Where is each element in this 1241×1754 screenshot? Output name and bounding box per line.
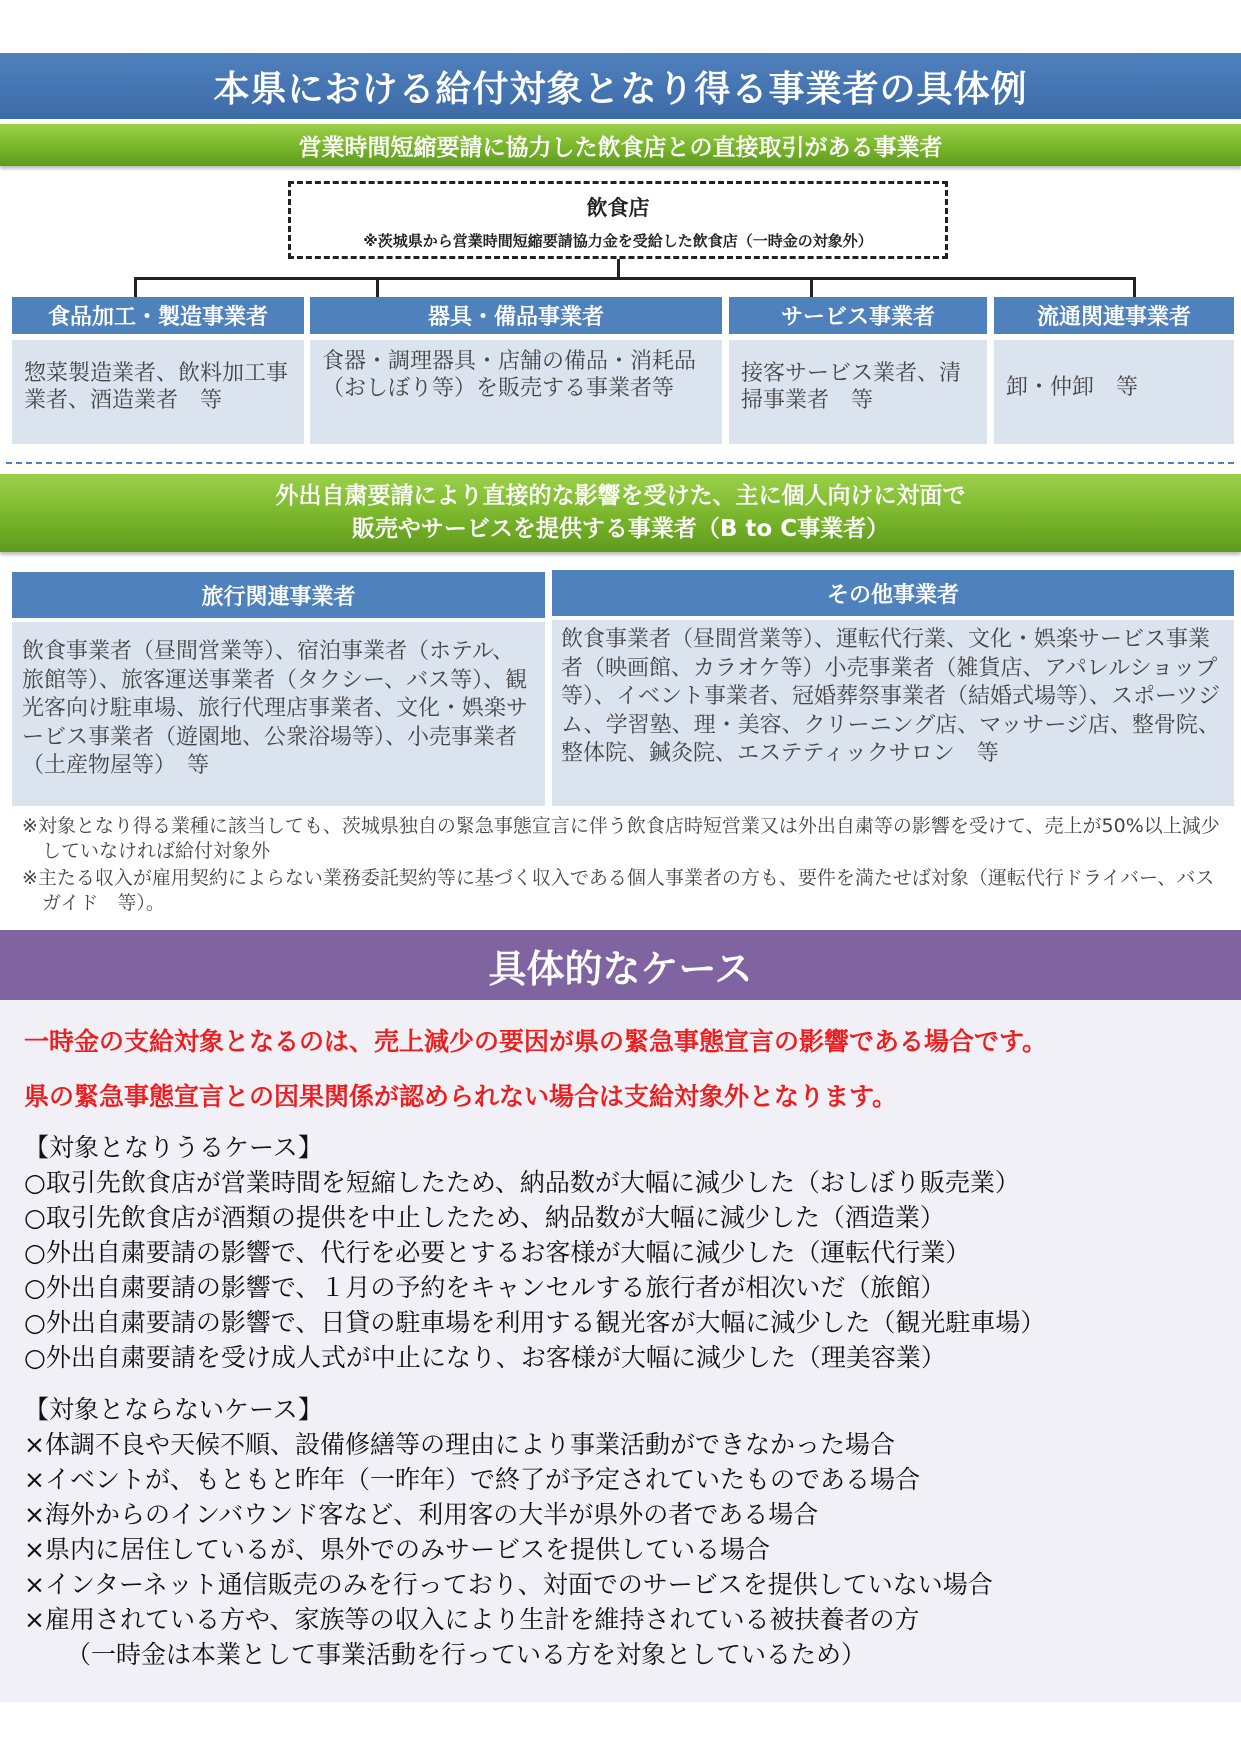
list-item: ×海外からのインバウンド客など、利用客の大半が県外の者である場合 bbox=[24, 1500, 819, 1529]
tree-leg-4 bbox=[1133, 277, 1136, 297]
note-2-text: ※主たる収入が雇用契約によらない業務委託契約等に基づく収入である個人事業者の方も、要件を満たせば対象（運転代行ドライバー、バスガイド 等）。 bbox=[22, 867, 1215, 914]
section2-banner bbox=[0, 474, 1241, 552]
section2-banner-line1: 外出自粛要請により直接的な影響を受けた、主に個人向けに対面で bbox=[275, 483, 966, 509]
category-body-food: 惣菜製造業者、飲料加工事業者、酒造業者 等 bbox=[12, 340, 304, 444]
cases-red-line-2: 県の緊急事態宣言との因果関係が認められない場合は支給対象外となります。 bbox=[24, 1082, 898, 1111]
category-body-service: 接客サービス業者、清掃事業者 等 bbox=[729, 340, 987, 444]
note-1-text: ※対象となり得る業種に該当しても、茨城県独自の緊急事態宣言に伴う飲食店時短営業又は外出自粛等の影響を受けて、売上が50%以上減少していなければ給付対象外 bbox=[22, 815, 1220, 862]
list-item: ○取引先飲食店が営業時間を短縮したため、納品数が大幅に減少した（おしぼり販売業） bbox=[24, 1168, 1020, 1197]
list-item: ×イベントが、もともと昨年（一昨年）で終了が予定されていたものである場合 bbox=[24, 1465, 920, 1494]
category-head-other: その他事業者 bbox=[552, 570, 1234, 616]
tree-leg-3 bbox=[810, 277, 813, 297]
ineligible-list bbox=[24, 1427, 1239, 1672]
list-item: ○外出自粛要請の影響で、１月の予約をキャンセルする旅行者が相次いだ（旅館） bbox=[24, 1273, 946, 1302]
tree-trunk bbox=[617, 259, 620, 279]
restaurant-label: 飲食店 bbox=[586, 196, 650, 220]
eligible-title: 【対象となりうるケース】 bbox=[24, 1133, 323, 1162]
eligible-list bbox=[24, 1165, 1239, 1375]
note-2 bbox=[22, 866, 1232, 916]
list-item: ×県内に居住しているが、県外でのみサービスを提供している場合 bbox=[24, 1535, 770, 1564]
list-item: ○外出自粛要請の影響で、代行を必要とするお客様が大幅に減少した（運転代行業） bbox=[24, 1238, 971, 1267]
list-item: ×体調不良や天候不順、設備修繕等の理由により事業活動ができなかった場合 bbox=[24, 1430, 895, 1459]
category-head-food: 食品加工・製造事業者 bbox=[12, 297, 304, 334]
category-body-distribution: 卸・仲卸 等 bbox=[994, 340, 1234, 444]
section-divider bbox=[6, 462, 1234, 464]
section1-banner: 営業時間短縮要請に協力した飲食店との直接取引がある事業者 bbox=[0, 124, 1241, 166]
category-body-equipment: 食器・調理器具・店舗の備品・消耗品（おしぼり等）を販売する事業者等 bbox=[310, 340, 722, 444]
cases-title: 具体的なケース bbox=[0, 930, 1241, 1000]
ineligible-title: 【対象とならないケース】 bbox=[24, 1395, 323, 1424]
list-item: ○外出自粛要請の影響で、日貸の駐車場を利用する観光客が大幅に減少した（観光駐車場） bbox=[24, 1308, 1046, 1337]
note-1 bbox=[22, 814, 1232, 864]
list-item: ×インターネット通信販売のみを行っており、対面でのサービスを提供していない場合 bbox=[24, 1570, 993, 1599]
category-head-distribution: 流通関連事業者 bbox=[994, 297, 1234, 334]
list-item: ○取引先飲食店が酒類の提供を中止したため、納品数が大幅に減少した（酒造業） bbox=[24, 1203, 945, 1232]
list-item: ×雇用されている方や、家族等の収入により生計を維持されている被扶養者の方 bbox=[24, 1605, 920, 1634]
category-head-travel: 旅行関連事業者 bbox=[12, 572, 545, 618]
cases-red-line-1: 一時金の支給対象となるのは、売上減少の要因が県の緊急事態宣言の影響である場合です。 bbox=[24, 1027, 1048, 1056]
restaurant-box bbox=[288, 181, 948, 259]
tree-leg-1 bbox=[134, 277, 137, 297]
restaurant-note: ※茨城県から営業時間短縮要請協力金を受給した飲食店（一時金の対象外） bbox=[363, 232, 873, 250]
category-body-other: 飲食事業者（昼間営業等）、運転代行業、文化・娯楽サービス事業者（映画館、カラオケ等）小売事業者（雑貨店、アパレルショップ 等）、イベント事業者、冠婚葬祭事業者（結婚式場等）、スポーツジム、学習塾、理・美容、クリーニング店、マッサージ店、整骨院、整体院、鍼灸院、エステティックサロン 等 bbox=[552, 620, 1234, 806]
page-title: 本県における給付対象となり得る事業者の具体例 bbox=[0, 53, 1241, 119]
tree-branch bbox=[134, 277, 1136, 280]
category-head-service: サービス事業者 bbox=[729, 297, 987, 334]
category-body-travel: 飲食事業者（昼間営業等）、宿泊事業者（ホテル、旅館等）、旅客運送事業者（タクシー、バス等）、観光客向け駐車場、旅行代理店事業者、文化・娯楽サービス事業者（遊園地、公衆浴場等）、小売事業者（土産物屋等） 等 bbox=[12, 622, 545, 806]
list-item: ○外出自粛要請を受け成人式が中止になり、お客様が大幅に減少した（理美容業） bbox=[24, 1343, 946, 1372]
list-item-continuation: （一時金は本業として事業活動を行っている方を対象としているため） bbox=[66, 1640, 867, 1669]
tree-leg-2 bbox=[376, 277, 379, 297]
section2-banner-line2: 販売やサービスを提供する事業者（B to C事業者） bbox=[351, 516, 890, 542]
category-head-equipment: 器具・備品事業者 bbox=[310, 297, 722, 334]
